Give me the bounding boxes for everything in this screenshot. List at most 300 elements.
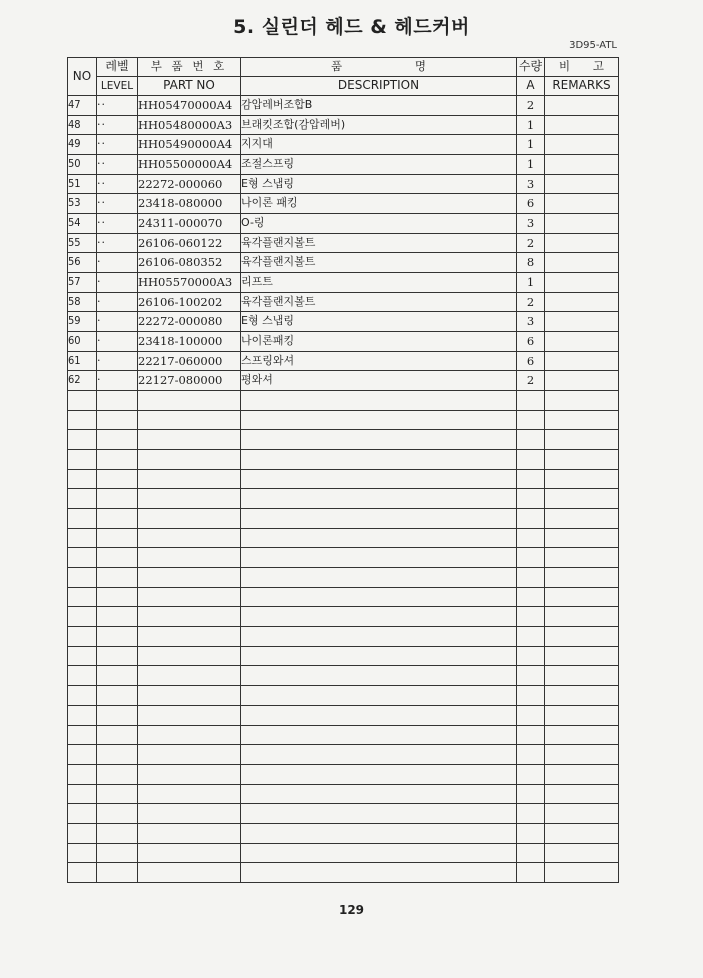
empty-cell: [241, 548, 517, 568]
empty-row: [68, 450, 619, 470]
row-no: 56: [68, 253, 97, 273]
table-row: [68, 312, 619, 332]
empty-cell: [545, 863, 619, 883]
empty-cell: [68, 666, 97, 686]
table-row: [68, 115, 619, 135]
empty-cell: [545, 725, 619, 745]
empty-row: [68, 587, 619, 607]
row-remarks: [545, 233, 619, 253]
empty-cell: [138, 823, 241, 843]
empty-cell: [138, 469, 241, 489]
row-description: 평와셔: [241, 371, 517, 391]
empty-cell: [241, 607, 517, 627]
empty-cell: [97, 725, 138, 745]
row-quantity: 3: [517, 312, 545, 332]
row-part-no: 22272-000080: [138, 312, 241, 332]
row-part-no: 26106-060122: [138, 233, 241, 253]
empty-cell: [545, 587, 619, 607]
empty-cell: [517, 528, 545, 548]
empty-cell: [138, 666, 241, 686]
empty-cell: [545, 430, 619, 450]
empty-row: [68, 430, 619, 450]
table-row: [68, 194, 619, 214]
table-row: [68, 96, 619, 116]
empty-cell: [68, 509, 97, 529]
row-remarks: [545, 135, 619, 155]
row-part-no: HH05470000A4: [138, 96, 241, 116]
row-remarks: [545, 194, 619, 214]
row-level: ··: [97, 115, 138, 135]
row-level: ··: [97, 155, 138, 175]
empty-cell: [138, 784, 241, 804]
table-row: [68, 174, 619, 194]
col-part-header-en: PART NO: [138, 77, 241, 96]
empty-cell: [241, 843, 517, 863]
row-no: 60: [68, 332, 97, 352]
col-qty-header-sub: A: [517, 77, 545, 96]
empty-cell: [241, 686, 517, 706]
empty-cell: [68, 587, 97, 607]
row-remarks: [545, 174, 619, 194]
empty-cell: [97, 489, 138, 509]
row-quantity: 2: [517, 292, 545, 312]
row-quantity: 1: [517, 155, 545, 175]
empty-cell: [68, 784, 97, 804]
empty-cell: [138, 587, 241, 607]
empty-row: [68, 410, 619, 430]
empty-cell: [68, 430, 97, 450]
empty-cell: [138, 528, 241, 548]
row-no: 55: [68, 233, 97, 253]
row-level: ··: [97, 96, 138, 116]
empty-cell: [138, 764, 241, 784]
col-desc-header-en: DESCRIPTION: [241, 77, 517, 96]
empty-cell: [517, 469, 545, 489]
empty-cell: [545, 745, 619, 765]
row-no: 59: [68, 312, 97, 332]
empty-cell: [517, 686, 545, 706]
empty-cell: [545, 646, 619, 666]
row-level: ·: [97, 273, 138, 293]
empty-row: [68, 489, 619, 509]
row-level: ··: [97, 174, 138, 194]
empty-cell: [545, 548, 619, 568]
empty-cell: [68, 804, 97, 824]
empty-cell: [241, 528, 517, 548]
empty-cell: [241, 509, 517, 529]
col-desc-header-kr-1: 품: [331, 59, 343, 74]
row-quantity: 3: [517, 174, 545, 194]
empty-cell: [138, 548, 241, 568]
empty-row: [68, 843, 619, 863]
empty-cell: [241, 489, 517, 509]
empty-cell: [68, 469, 97, 489]
empty-cell: [241, 469, 517, 489]
empty-cell: [138, 804, 241, 824]
table-body: [68, 96, 619, 883]
empty-cell: [68, 705, 97, 725]
empty-cell: [138, 843, 241, 863]
table-row: [68, 371, 619, 391]
row-no: 53: [68, 194, 97, 214]
table-row: [68, 273, 619, 293]
empty-cell: [97, 823, 138, 843]
row-no: 47: [68, 96, 97, 116]
empty-cell: [68, 627, 97, 647]
table-row: [68, 155, 619, 175]
empty-cell: [97, 450, 138, 470]
row-description: 조절스프링: [241, 155, 517, 175]
empty-cell: [68, 548, 97, 568]
empty-cell: [241, 568, 517, 588]
empty-row: [68, 705, 619, 725]
row-description: 스프링와셔: [241, 351, 517, 371]
empty-cell: [138, 607, 241, 627]
empty-cell: [517, 725, 545, 745]
empty-cell: [241, 430, 517, 450]
row-no: 57: [68, 273, 97, 293]
row-part-no: 26106-100202: [138, 292, 241, 312]
empty-row: [68, 666, 619, 686]
empty-cell: [545, 784, 619, 804]
row-description: 지지대: [241, 135, 517, 155]
empty-cell: [97, 568, 138, 588]
empty-row: [68, 784, 619, 804]
row-part-no: 22127-080000: [138, 371, 241, 391]
empty-cell: [545, 804, 619, 824]
row-level: ··: [97, 214, 138, 234]
empty-row: [68, 764, 619, 784]
empty-row: [68, 568, 619, 588]
empty-cell: [517, 430, 545, 450]
empty-cell: [138, 489, 241, 509]
row-remarks: [545, 351, 619, 371]
table-row: [68, 253, 619, 273]
row-description: 브래킷조합(감압레버): [241, 115, 517, 135]
empty-cell: [545, 528, 619, 548]
empty-cell: [517, 863, 545, 883]
empty-cell: [138, 391, 241, 411]
col-remarks-header-kr-2: 고: [592, 59, 604, 74]
empty-cell: [68, 823, 97, 843]
table-row: [68, 233, 619, 253]
empty-cell: [138, 430, 241, 450]
row-level: ··: [97, 194, 138, 214]
empty-cell: [241, 745, 517, 765]
empty-cell: [241, 784, 517, 804]
row-description: 감압레버조합B: [241, 96, 517, 116]
empty-cell: [68, 568, 97, 588]
col-remarks-header-en: REMARKS: [545, 77, 619, 96]
row-no: 58: [68, 292, 97, 312]
table-row: [68, 214, 619, 234]
row-part-no: HH05500000A4: [138, 155, 241, 175]
empty-cell: [517, 666, 545, 686]
empty-cell: [517, 823, 545, 843]
empty-cell: [241, 666, 517, 686]
row-part-no: HH05570000A3: [138, 273, 241, 293]
empty-row: [68, 548, 619, 568]
empty-row: [68, 469, 619, 489]
row-level: ·: [97, 371, 138, 391]
row-quantity: 6: [517, 351, 545, 371]
empty-row: [68, 823, 619, 843]
empty-row: [68, 686, 619, 706]
row-no: 54: [68, 214, 97, 234]
row-quantity: 3: [517, 214, 545, 234]
col-no-header: NO: [68, 58, 97, 96]
empty-row: [68, 528, 619, 548]
empty-cell: [97, 843, 138, 863]
row-quantity: 2: [517, 233, 545, 253]
row-no: 48: [68, 115, 97, 135]
empty-cell: [97, 784, 138, 804]
page-title: 5. 실린더 헤드 & 헤드커버: [233, 16, 470, 38]
empty-cell: [138, 745, 241, 765]
empty-cell: [545, 764, 619, 784]
row-description: 나이론 패킹: [241, 194, 517, 214]
empty-cell: [97, 587, 138, 607]
empty-cell: [68, 646, 97, 666]
row-description: 육각플랜지볼트: [241, 253, 517, 273]
table-row: [68, 332, 619, 352]
empty-cell: [68, 607, 97, 627]
empty-cell: [138, 863, 241, 883]
empty-cell: [545, 450, 619, 470]
empty-cell: [97, 863, 138, 883]
row-description: 육각플랜지볼트: [241, 292, 517, 312]
col-part-header-kr: 부 품 번 호: [138, 58, 241, 77]
empty-cell: [68, 725, 97, 745]
row-remarks: [545, 214, 619, 234]
row-description: E형 스냅링: [241, 312, 517, 332]
empty-cell: [545, 568, 619, 588]
empty-cell: [138, 450, 241, 470]
row-part-no: 22272-000060: [138, 174, 241, 194]
row-description: E형 스냅링: [241, 174, 517, 194]
row-remarks: [545, 332, 619, 352]
row-part-no: HH05480000A3: [138, 115, 241, 135]
row-description: 리프트: [241, 273, 517, 293]
empty-cell: [97, 469, 138, 489]
empty-cell: [97, 705, 138, 725]
row-quantity: 6: [517, 194, 545, 214]
row-no: 61: [68, 351, 97, 371]
row-quantity: 6: [517, 332, 545, 352]
empty-cell: [97, 646, 138, 666]
empty-row: [68, 804, 619, 824]
row-no: 62: [68, 371, 97, 391]
row-part-no: HH05490000A4: [138, 135, 241, 155]
row-level: ·: [97, 292, 138, 312]
empty-cell: [517, 391, 545, 411]
empty-cell: [545, 666, 619, 686]
empty-row: [68, 863, 619, 883]
empty-cell: [97, 607, 138, 627]
row-description: 나이론패킹: [241, 332, 517, 352]
empty-cell: [545, 843, 619, 863]
col-remarks-header-kr: [545, 58, 619, 77]
empty-cell: [97, 528, 138, 548]
table-row: [68, 292, 619, 312]
empty-cell: [68, 745, 97, 765]
empty-cell: [241, 646, 517, 666]
empty-cell: [545, 509, 619, 529]
empty-cell: [241, 823, 517, 843]
empty-cell: [97, 627, 138, 647]
row-quantity: 8: [517, 253, 545, 273]
empty-cell: [138, 686, 241, 706]
parts-table: [67, 57, 619, 883]
empty-row: [68, 627, 619, 647]
empty-cell: [68, 410, 97, 430]
empty-cell: [545, 489, 619, 509]
row-no: 50: [68, 155, 97, 175]
empty-cell: [517, 627, 545, 647]
empty-row: [68, 745, 619, 765]
row-part-no: 26106-080352: [138, 253, 241, 273]
empty-cell: [545, 823, 619, 843]
row-level: ·: [97, 351, 138, 371]
empty-cell: [68, 450, 97, 470]
row-remarks: [545, 96, 619, 116]
empty-cell: [545, 469, 619, 489]
row-remarks: [545, 312, 619, 332]
empty-cell: [517, 548, 545, 568]
empty-cell: [97, 745, 138, 765]
col-qty-header-kr: 수량: [517, 58, 545, 77]
empty-cell: [517, 646, 545, 666]
row-level: ·: [97, 253, 138, 273]
page-number: 129: [338, 903, 365, 917]
empty-cell: [97, 666, 138, 686]
empty-cell: [68, 863, 97, 883]
empty-cell: [241, 410, 517, 430]
empty-row: [68, 646, 619, 666]
empty-cell: [97, 430, 138, 450]
table-row: [68, 351, 619, 371]
empty-cell: [97, 410, 138, 430]
empty-cell: [517, 843, 545, 863]
row-level: ·: [97, 312, 138, 332]
row-no: 49: [68, 135, 97, 155]
empty-cell: [97, 391, 138, 411]
empty-cell: [138, 568, 241, 588]
empty-cell: [241, 627, 517, 647]
row-level: ··: [97, 135, 138, 155]
row-remarks: [545, 115, 619, 135]
empty-cell: [517, 705, 545, 725]
row-part-no: 23418-080000: [138, 194, 241, 214]
empty-cell: [138, 410, 241, 430]
empty-cell: [517, 745, 545, 765]
empty-cell: [517, 489, 545, 509]
empty-cell: [241, 764, 517, 784]
row-description: 육각플랜지볼트: [241, 233, 517, 253]
row-quantity: 1: [517, 115, 545, 135]
empty-cell: [68, 686, 97, 706]
row-part-no: 23418-100000: [138, 332, 241, 352]
empty-cell: [517, 607, 545, 627]
row-remarks: [545, 253, 619, 273]
row-part-no: 22217-060000: [138, 351, 241, 371]
empty-cell: [517, 784, 545, 804]
row-remarks: [545, 155, 619, 175]
row-part-no: 24311-000070: [138, 214, 241, 234]
empty-cell: [241, 587, 517, 607]
empty-cell: [545, 686, 619, 706]
empty-cell: [97, 764, 138, 784]
col-level-header-kr: 레벨: [97, 58, 138, 77]
empty-cell: [517, 568, 545, 588]
empty-cell: [97, 686, 138, 706]
empty-cell: [241, 725, 517, 745]
empty-cell: [241, 450, 517, 470]
empty-cell: [241, 804, 517, 824]
empty-row: [68, 607, 619, 627]
row-quantity: 1: [517, 273, 545, 293]
empty-cell: [68, 843, 97, 863]
empty-cell: [138, 509, 241, 529]
empty-row: [68, 391, 619, 411]
empty-cell: [517, 410, 545, 430]
empty-cell: [241, 863, 517, 883]
col-level-header-en: LEVEL: [97, 77, 138, 96]
empty-cell: [138, 646, 241, 666]
empty-cell: [68, 489, 97, 509]
empty-cell: [241, 705, 517, 725]
table-row: [68, 135, 619, 155]
row-remarks: [545, 273, 619, 293]
empty-cell: [97, 804, 138, 824]
row-quantity: 1: [517, 135, 545, 155]
empty-cell: [517, 587, 545, 607]
empty-row: [68, 509, 619, 529]
empty-cell: [545, 410, 619, 430]
row-quantity: 2: [517, 371, 545, 391]
empty-cell: [545, 627, 619, 647]
empty-cell: [517, 764, 545, 784]
empty-cell: [517, 450, 545, 470]
row-remarks: [545, 371, 619, 391]
empty-cell: [68, 764, 97, 784]
empty-cell: [138, 705, 241, 725]
row-level: ·: [97, 332, 138, 352]
col-remarks-header-kr-1: 비: [559, 59, 571, 74]
empty-cell: [517, 509, 545, 529]
empty-cell: [97, 548, 138, 568]
row-description: O-링: [241, 214, 517, 234]
row-remarks: [545, 292, 619, 312]
empty-cell: [68, 391, 97, 411]
col-desc-header-kr-2: 명: [414, 59, 426, 74]
row-quantity: 2: [517, 96, 545, 116]
table-header: [68, 58, 619, 96]
col-desc-header-kr: [241, 58, 517, 77]
empty-cell: [545, 705, 619, 725]
empty-cell: [138, 627, 241, 647]
empty-cell: [97, 509, 138, 529]
empty-row: [68, 725, 619, 745]
empty-cell: [68, 528, 97, 548]
empty-cell: [545, 607, 619, 627]
model-code: 3D95-ATL: [569, 40, 617, 51]
empty-cell: [545, 391, 619, 411]
empty-cell: [138, 725, 241, 745]
row-level: ··: [97, 233, 138, 253]
row-no: 51: [68, 174, 97, 194]
empty-cell: [517, 804, 545, 824]
